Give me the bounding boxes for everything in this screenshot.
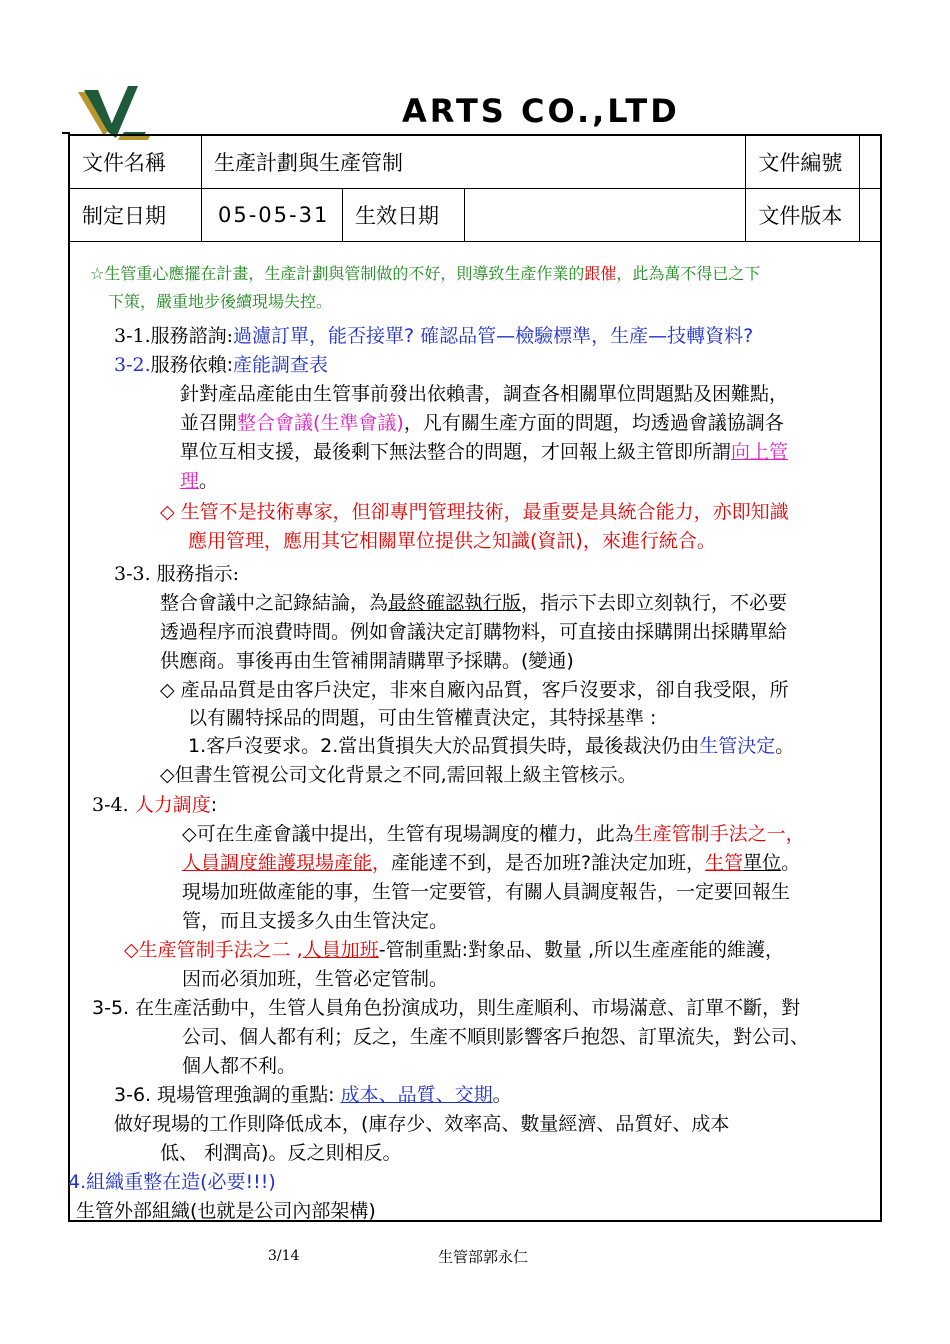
- section-3-5-line-3: 個人都不利。: [182, 1055, 297, 1077]
- version-value: [860, 189, 880, 242]
- diamond-note-1-line-1: ◇ 生管不是技術專家，但卻專門管理技術，最重要是具統合能力，亦即知識: [160, 501, 789, 523]
- para4-line-2: 因而必須加班，生管必定管制。: [182, 968, 449, 990]
- company-logo: [76, 84, 152, 140]
- section-3-4: 3-4. 人力調度:: [92, 794, 218, 816]
- page-number: 3/14: [268, 1248, 300, 1264]
- version-label: 文件版本: [746, 189, 860, 242]
- para1-line-3: 單位互相支援，最後剩下無法整合的問題，才回報上級主管即所謂向上管: [180, 441, 789, 463]
- para3-line-2: 人員調度維護現場產能，產能達不到，是否加班?誰決定加班，生管單位。: [182, 852, 801, 874]
- diamond-note-1-line-2: 應用管理，應用其它相關單位提供之知識(資訊)，來進行統合。: [188, 530, 716, 552]
- doc-number-value: [860, 136, 880, 189]
- section-3-5-line-2: 公司、個人都有利；反之，生產不順則影響客戶抱怨、訂單流失，對公司、: [182, 1026, 810, 1048]
- para1-line-1: 針對產品產能由生管事前發出依賴書，調查各相關單位問題點及困難點，: [180, 383, 789, 405]
- diamond-note-2-line-3: 1.客戶沒要求。2.當出貨損失大於品質損失時，最後裁決仍由生管決定。: [188, 735, 795, 757]
- para5-line-2: 低、 利潤高)。反之則相反。: [160, 1142, 402, 1164]
- intro-line-1: ☆生管重心應擺在計畫，生產計劃與管制做的不好，則導致生產作業的跟催，此為萬不得已之下: [90, 264, 761, 283]
- doc-number-label: 文件編號: [746, 136, 860, 189]
- diamond-note-2-line-1: ◇ 產品品質是由客戶決定，非來自廠內品質，客戶沒要求，卻自我受限，所: [160, 679, 789, 701]
- section-3-3: 3-3. 服務指示:: [114, 563, 240, 585]
- effective-date-value: [465, 189, 746, 242]
- section-3-1: 3-1.服務諮詢:過濾訂單，能否接單? 確認品管—檢驗標準，生產—技轉資料?: [114, 325, 754, 347]
- para2-line-1: 整合會議中之記錄結論，為最終確認執行版，指示下去即立刻執行，不必要: [160, 592, 788, 614]
- para1-line-4: 理。: [180, 470, 219, 492]
- section-4: 4.組織重整在造(必要!!!): [68, 1171, 276, 1193]
- section-3-6: 3-6. 現場管理強調的重點: 成本、品質、交期。: [114, 1084, 512, 1106]
- section-4-subtitle: 生管外部組織(也就是公司內部架構): [76, 1200, 376, 1222]
- para1-line-2: 並召開整合會議(生準會議)，凡有關生產方面的問題，均透過會議協調各: [180, 412, 784, 434]
- para3-line-4: 管，而且支援多久由生管決定。: [182, 910, 449, 932]
- intro-line-2: 下策，嚴重地步後續現場失控。: [108, 292, 333, 311]
- section-3-5-line-1: 3-5. 在生產活動中，生管人員角色扮演成功，則生產順利、市場滿意、訂單不斷，對: [92, 997, 801, 1019]
- para2-line-3: 供應商。事後再由生管補開請購單予採購。(變通): [160, 650, 574, 672]
- para3-line-3: 現場加班做產能的事，生管一定要管，有關人員調度報告，一定要回報生: [182, 881, 791, 903]
- make-date-value: 05-05-31: [202, 189, 343, 242]
- doc-name-label: 文件名稱: [70, 136, 202, 189]
- doc-name-value: 生產計劃與生產管制: [202, 136, 746, 189]
- document-frame: [68, 134, 882, 1222]
- effective-date-label: 生效日期: [343, 189, 465, 242]
- section-3-2: 3-2.服務依賴:產能調查表: [114, 354, 329, 376]
- footer-author: 生管部郭永仁: [438, 1248, 529, 1266]
- make-date-label: 制定日期: [70, 189, 202, 242]
- para3-line-1: ◇可在生產會議中提出，生管有現場調度的權力，此為生產管制手法之一，: [182, 823, 805, 845]
- para5-line-1: 做好現場的工作則降低成本，(庫存少、效率高、數量經濟、品質好、成本: [114, 1113, 730, 1135]
- diamond-note-3: ◇但書生管視公司文化背景之不同,需回報上級主管核示。: [160, 764, 637, 786]
- para2-line-2: 透過程序而浪費時間。例如會議決定訂購物料，可直接由採購開出採購單給: [160, 621, 788, 643]
- header-table: [70, 136, 880, 242]
- para4-line-1: ◇生產管制手法之二 ,人員加班-管制重點:對象品、數量 ,所以生產產能的維護，: [124, 939, 785, 961]
- company-name: ARTS CO.,LTD: [402, 92, 680, 130]
- diamond-note-2-line-2: 以有關特採品的問題，可由生管權責決定，其特採基準 :: [188, 707, 657, 729]
